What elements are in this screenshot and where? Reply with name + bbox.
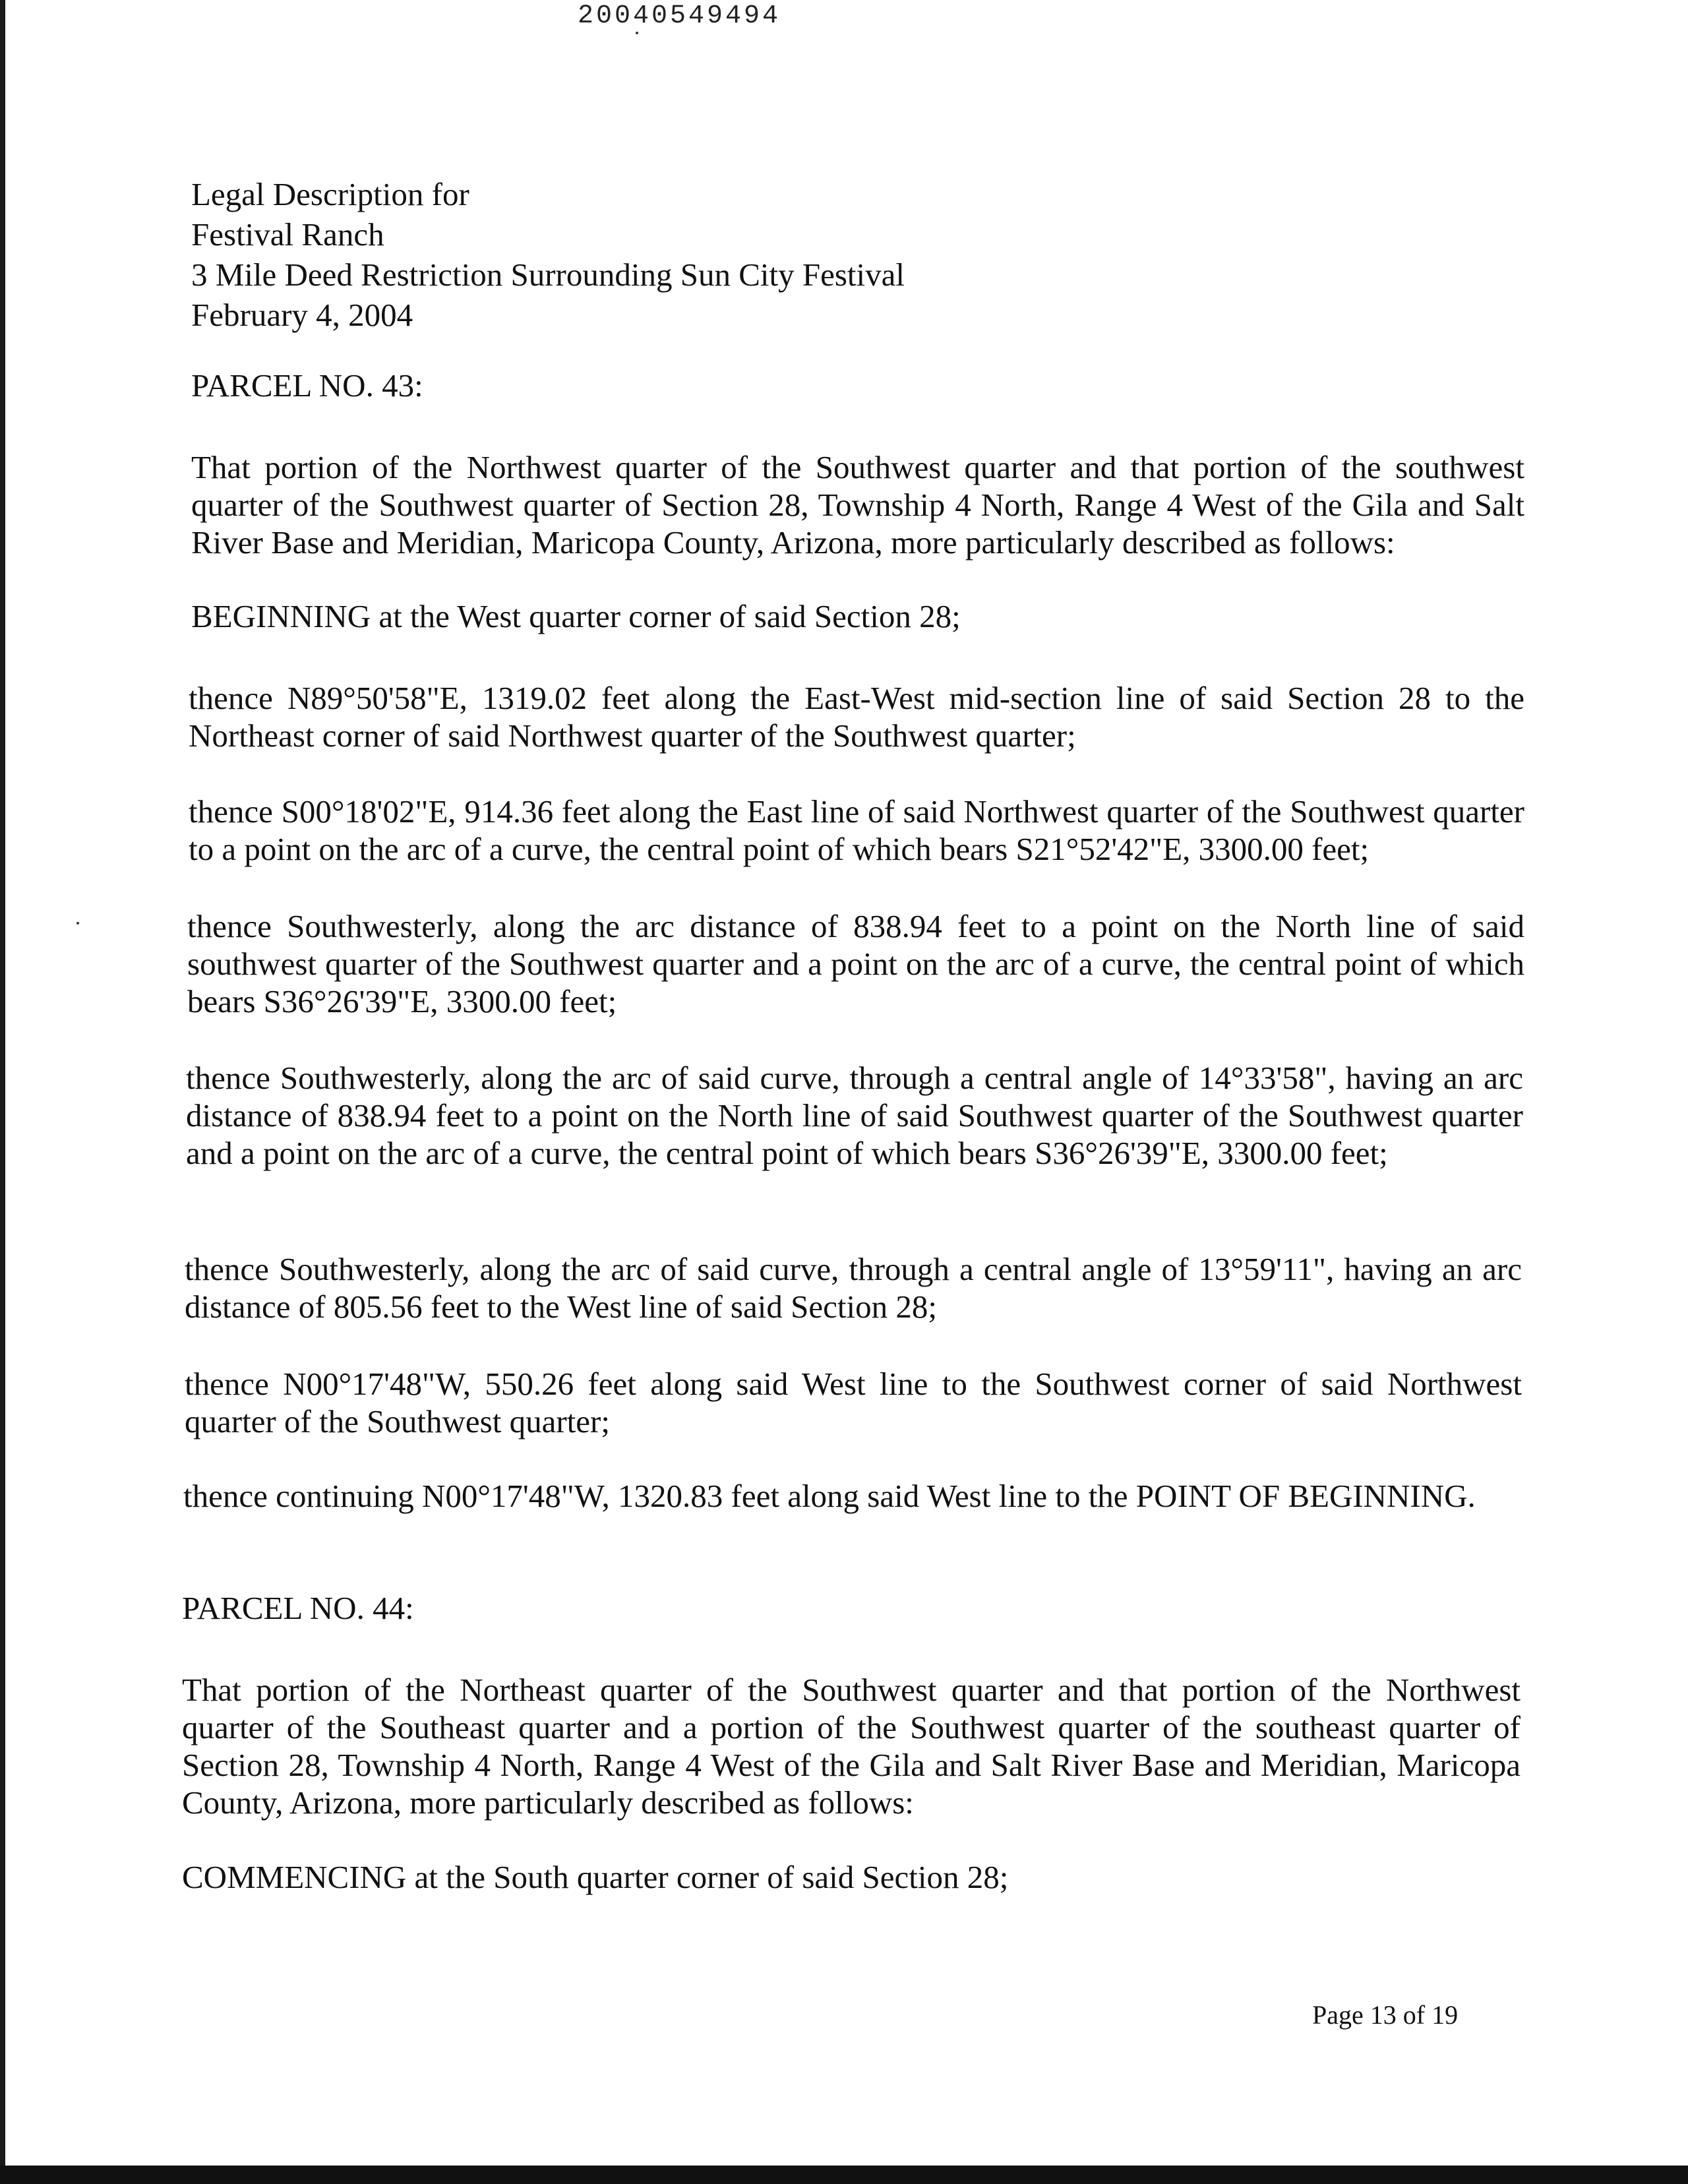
header-project: Festival Ranch (191, 216, 384, 253)
page-number: Page 13 of 19 (1312, 2000, 1459, 2030)
parcel-44-intro: That portion of the Northeast quarter of the Southwest quarter and that portion of the Northwest quarter of the Southeast quarter and a portion of the Southwest quarter of the southeast quarter of Section 28, Township 4 North, Range 4 West of the Gila and Salt River Base and Meridian, Maricopa County, Arizona, more particularly described as follows: (182, 1672, 1521, 1821)
parcel-43-course-1: thence N89°50'58"E, 1319.02 feet along the East-West mid-section line of said Section 28 to the Northeast corner of said Northwest quarter of the Southwest quarter; (189, 680, 1524, 754)
parcel-43-course-6: thence N00°17'48"W, 550.26 feet along said West line to the Southwest corner of said Northwest quarter of the Southwest quarter; (185, 1366, 1522, 1440)
header-title: Legal Description for (191, 176, 469, 212)
scan-speck (76, 922, 79, 925)
header-subject: 3 Mile Deed Restriction Surrounding Sun City Festival (191, 257, 905, 293)
header-date: February 4, 2004 (191, 297, 413, 333)
document-number: 20040549494 (577, 1, 781, 31)
document-header (191, 174, 1180, 335)
parcel-44-commencing: COMMENCING at the South quarter corner of said Section 28; (182, 1859, 1009, 1895)
scan-left-edge (0, 0, 5, 2184)
parcel-43-course-4: thence Southwesterly, along the arc of said curve, through a central angle of 14°33'58", having an arc distance of 838.94 feet to a point on the North line of said Southwest quarter of the Southwest quarter and a point on the arc of a curve, the central point of which bears S36°26'39"E, 3300.00 feet; (186, 1060, 1523, 1171)
parcel-44-heading: PARCEL NO. 44: (182, 1590, 414, 1626)
parcel-43-beginning: BEGINNING at the West quarter corner of said Section 28; (191, 598, 961, 634)
parcel-43-course-7: thence continuing N00°17'48"W, 1320.83 feet along said West line to the POINT OF BEGINNING. (183, 1478, 1476, 1514)
parcel-43-course-5: thence Southwesterly, along the arc of said curve, through a central angle of 13°59'11", having an arc distance of 805.56 feet to the West line of said Section 28; (185, 1251, 1522, 1325)
parcel-43-course-2: thence S00°18'02"E, 914.36 feet along the East line of said Northwest quarter of the Southwest quarter to a point on the arc of a curve, the central point of which bears S21°52'42"E, 3300.00 feet; (189, 793, 1524, 867)
scan-speck (636, 32, 638, 34)
parcel-43-course-3: thence Southwesterly, along the arc distance of 838.94 feet to a point on the North line of said southwest quarter of the Southwest quarter and a point on the arc of a curve, the central point of which bears S36°26'39"E, 3300.00 feet; (187, 908, 1524, 1019)
parcel-43-heading: PARCEL NO. 43: (191, 367, 423, 404)
parcel-43-intro: That portion of the Northwest quarter of the Southwest quarter and that portion of the southwest quarter of the Southwest quarter of Section 28, Township 4 North, Range 4 West of the Gila and Salt River Base and Meridian, Maricopa County, Arizona, more particularly described as follows: (191, 449, 1524, 561)
scan-bottom-edge (0, 2166, 1688, 2184)
